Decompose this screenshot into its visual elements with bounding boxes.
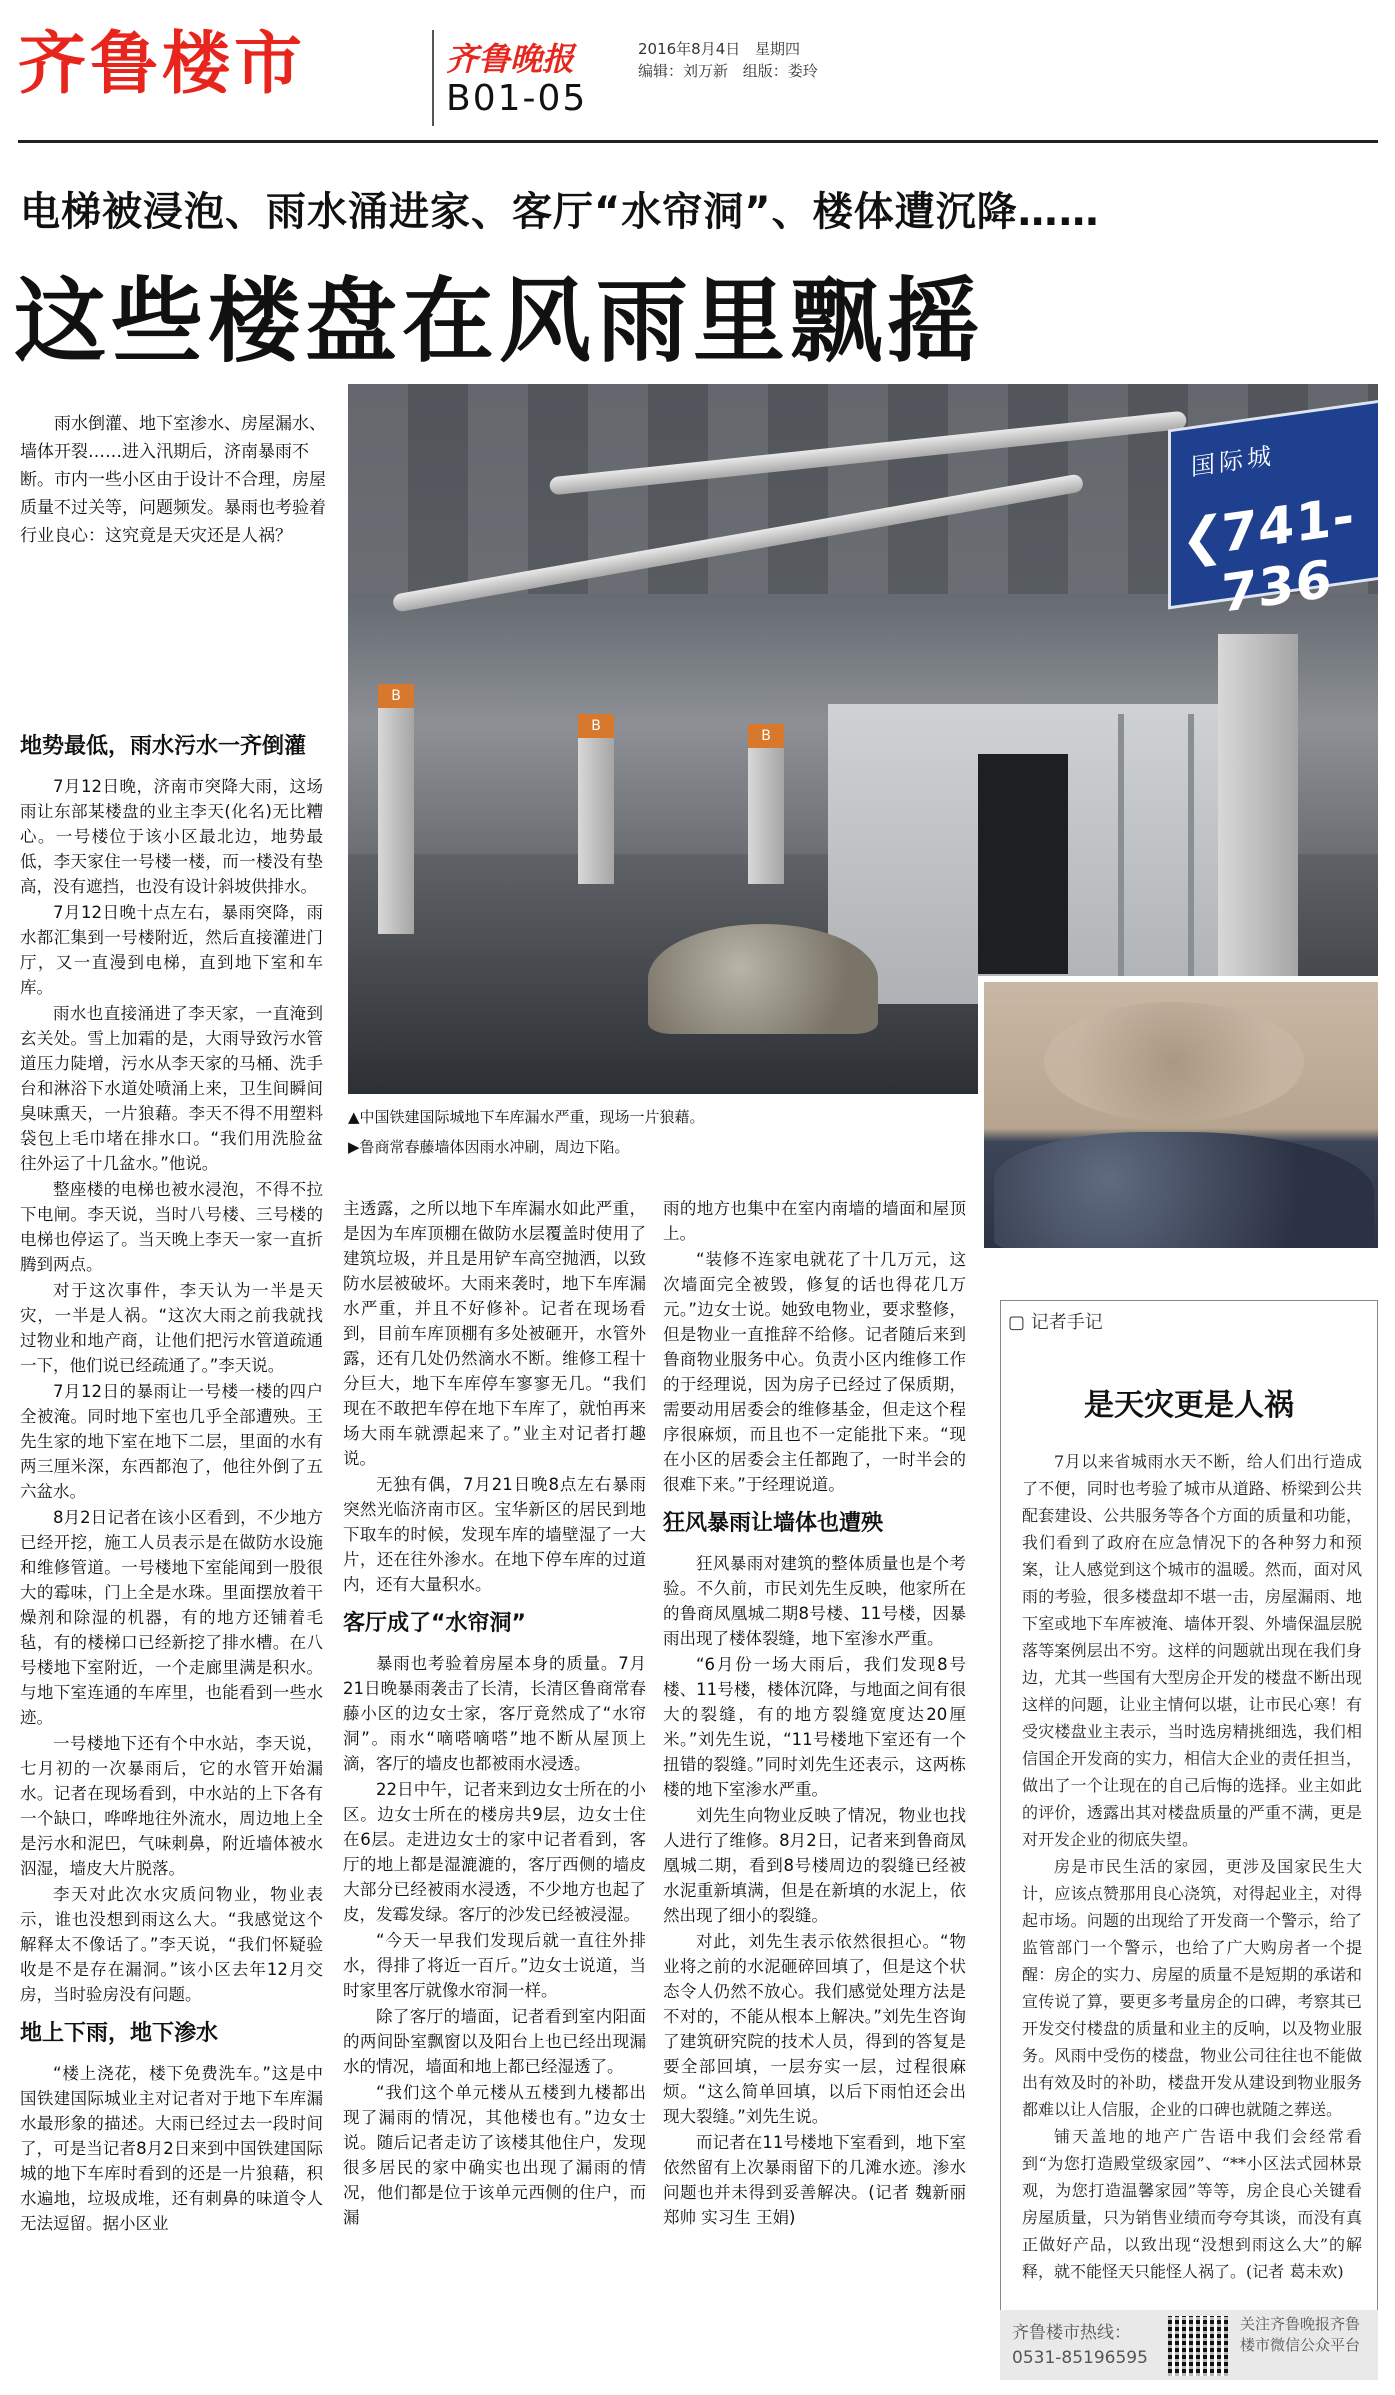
pillar-marker: B (378, 684, 414, 708)
issue-weekday: 星期四 (755, 40, 801, 58)
masthead (18, 20, 1378, 130)
paragraph: 雨的地方也集中在室内南墙的墙面和屋顶上。 (663, 1199, 966, 1243)
wall-stain (1044, 1002, 1304, 1122)
paragraph: 而记者在11号楼地下室看到，地下室依然留有上次暴雨留下的几滩水迹。渗水问题也并未得到妥善解决。(记者 魏新丽 郑帅 实习生 王娟) (663, 2133, 966, 2227)
paragraph: 狂风暴雨对建筑的整体质量也是个考验。不久前，市民刘先生反映，他家所在的鲁商凤凰城二期8号楼、11号楼，因暴雨出现了楼体裂缝，地下室渗水严重。 (663, 1554, 966, 1648)
paragraph: 7月12日晚，济南市突降大雨，这场雨让东部某楼盘的业主李天(化名)无比糟心。一号楼位于该小区最北边，地势最低，李天家住一号楼一楼，而一楼没有垫高，没有遮挡，也没有设计斜坡供排水。 (20, 777, 323, 896)
sign-number: 741-736 (1221, 486, 1356, 626)
article-column-2 (343, 1196, 646, 2231)
paragraph: 7月12日晚十点左右，暴雨突降，雨水都汇集到一号楼附近，然后直接灌进门厅，又一直漫到电梯，直到地下室和车库。 (20, 903, 323, 997)
pillar-marker: B (578, 714, 614, 738)
section-heading: 地势最低，雨水污水一齐倒灌 (20, 734, 307, 759)
section-title: 齐鲁楼市 (18, 25, 307, 104)
paragraph: “装修不连家电就花了十几万元，这次墙面完全被毁，修复的话也得花几万元。”边女士说。她致电物业，要求整修，但是物业一直推辞不给修。记者随后来到鲁商物业服务中心。负责小区内维修工作的于经理说，因为房子已经过了保质期，需要动用居委会的维修基金，但走这个程序很麻烦，而且也不一定能批下来。“现在小区的居委会主任都跑了，一时半会的很难下来。”于经理说道。 (663, 1250, 966, 1494)
hotline-number: 0531-85196595 (1012, 2348, 1148, 2368)
scaffold (1188, 714, 1194, 984)
paragraph: “今天一早我们发现后就一直往外排水，得排了将近一百斤。”边女士说道，当时家里客厅就像水帘洞一样。 (343, 1931, 646, 2000)
paragraph: 整座楼的电梯也被水浸泡，不得不拉下电闸。李天说，当时八号楼、三号楼的电梯也停运了。当天晚上李天一家一直折腾到两点。 (20, 1180, 323, 1274)
masthead-rule (18, 140, 1378, 143)
hotline-label: 齐鲁楼市热线： (1012, 2323, 1131, 2343)
paragraph: “我们这个单元楼从五楼到九楼都出现了漏雨的情况，其他楼也有。”边女士说。随后记者走访了该楼其他住户，发现很多居民的家中确实也出现了漏雨的情况，他们都是位于该单元西侧的住户，而漏 (343, 2083, 646, 2227)
caption-garage: ▲中国铁建国际城地下车库漏水严重，现场一片狼藉。 (348, 1108, 705, 1126)
rubble-pile (648, 924, 878, 1034)
paragraph: 对此，刘先生表示依然很担心。“物业将之前的水泥砸碎回填了，但是这个状态令人仍然不放心。我们感觉处理方法是不对的，不能从根本上解决。”刘先生咨询了建筑研究院的技术人员，得到的答复是要全部回填，一层夯实一层，过程很麻烦。“这么简单回填，以后下雨怕还会出现大裂缝。”刘先生说。 (663, 1932, 966, 2126)
paragraph: 对于这次事件，李天认为一半是天灾，一半是人祸。“这次大雨之前我就找过物业和地产商，让他们把污水管道疏通一下，他们说已经疏通了。”李天说。 (20, 1281, 323, 1375)
sign-location-text: 国际城 (1191, 441, 1275, 482)
paragraph: 房是市民生活的家园，更涉及国家民生大计，应该点赞那用良心浇筑，对得起业主，对得起市场。问题的出现给了开发商一个警示，给了监管部门一个警示，也给了广大购房者一个提醒：房企的实力、房屋的质量不是短期的承诺和宣传说了算，要更多考量房企的口碑，考察其已开发交付楼盘的质量和业主的反响，以及物业服务。风雨中受伤的楼盘，物业公司往往也不能做出有效及时的补助，楼盘开发从建设到物业服务都难以让人信服，企业的口碑也就随之葬送。 (1022, 1857, 1362, 2119)
reporter-notes-label: ▢ 记者手记 (1008, 1312, 1103, 1333)
paragraph: 22日中午，记者来到边女士所在的小区。边女士所在的楼房共9层，边女士住在6层。走进边女士的家中记者看到，客厅的地上都是湿漉漉的，客厅西侧的墙皮大部分已经被雨水浸透，不少地方也起了皮，发霉发绿。客厅的沙发已经被浸湿。 (343, 1780, 646, 1924)
pillar (378, 684, 414, 934)
wechat-qr-code[interactable] (1168, 2316, 1228, 2376)
issue-date: 2016年8月4日 (638, 40, 741, 58)
paragraph: “6月份一场大雨后，我们发现8号楼、11号楼，楼体沉降，与地面之间有很大的裂缝，有的地方裂缝宽度达20厘米。”刘先生说，“11号楼地下室还有一个扭错的裂缝。”同时刘先生还表示，这两栋楼的地下室渗水严重。 (663, 1655, 966, 1799)
pillar-marker: B (748, 724, 784, 748)
reporter-notes-body (1022, 1448, 1362, 2285)
paper-logo: 齐鲁晚报 (446, 40, 575, 78)
hotline-footer (1000, 2310, 1378, 2380)
article-lede: 雨水倒灌、地下室渗水、房屋漏水、墙体开裂……进入汛期后，济南暴雨不断。市内一些小区由于设计不合理，房屋质量不过关等，问题频发。暴雨也考验着行业良心：这究竟是天灾还是人祸？ (20, 414, 326, 546)
paragraph: 无独有偶，7月21日晚8点左右暴雨突然光临济南市区。宝华新区的居民到地下取车的时候，发现车库的墙壁湿了一大片，还在往外渗水。在地下停车库的过道内，还有大量积水。 (343, 1475, 646, 1594)
wall-damage-photo (978, 976, 1378, 1248)
article-column-3 (663, 1196, 966, 2231)
article-subhead: 电梯被浸泡、雨水涌进家、客厅“水帘洞”、楼体遭沉降…… (20, 189, 1100, 235)
layout-credit: 组版：娄玲 (742, 62, 818, 80)
masthead-divider (432, 30, 434, 126)
article-column-1 (20, 720, 323, 2237)
paragraph: “楼上浇花，楼下免费洗车。”这是中国铁建国际城业主对记者对于地下车库漏水最形象的描述。大雨已经过去一段时间了，可是当记者8月2日来到中国铁建国际城的地下车库时看到的还是一片狼藉，积水遍地，垃圾成堆，还有刺鼻的味道令人无法逗留。据小区业 (20, 2064, 323, 2233)
article-headline: 这些楼盘在风雨里飘摇 (14, 268, 985, 375)
garage-direction-sign (1168, 399, 1378, 626)
notes-marker-icon: ▢ (1008, 1312, 1026, 1333)
pillar (748, 724, 784, 884)
qr-note: 关注齐鲁晚报齐鲁楼市微信公众平台 (1240, 2315, 1361, 2354)
paragraph: 铺天盖地的地产广告语中我们会经常看到“为您打造殿堂级家园”、“**小区法式园林景观，为您打造温馨家园”等等，房企良心关键看房屋质量，只为销售业绩而夸夸其谈，而没有真正做好产品，以致出现“没想到雨这么大”的解释，就不能怪天只能怪人祸了。(记者 葛未欢) (1022, 2127, 1362, 2281)
editor-credit: 编辑：刘万新 (638, 62, 729, 80)
caption-wall: ▶鲁商常春藤墙体因雨水冲刷，周边下陷。 (348, 1138, 630, 1156)
paragraph: 主透露，之所以地下车库漏水如此严重，是因为车库顶棚在做防水层覆盖时使用了建筑垃圾，并且是用铲车高空抛洒，以致防水层被破坏。大雨来袭时，地下车库漏水严重，并且不好修补。记者在现场看到，目前车库顶棚有多处被砸开，水管外露，还有几处仍然滴水不断。维修工程十分巨大，地下车库停车寥寥无几。“我们现在不敢把车停在地下车库了，就怕再来场大雨车就漂起来了。”业主对记者打趣说。 (343, 1199, 646, 1468)
open-door (978, 754, 1068, 974)
photo-captions (348, 1102, 968, 1162)
pillar (578, 714, 614, 884)
paragraph: 李天对此次水灾质问物业，物业表示，谁也没想到雨这么大。“我感觉这个解释太不像话了。”李天说，“我们怀疑验收是不是存在漏洞。”该小区去年12月交房，当时验房没有问题。 (20, 1885, 323, 2004)
paragraph: 暴雨也考验着房屋本身的质量。7月21日晚暴雨袭击了长清，长清区鲁商常春藤小区的边女士家，客厅竟然成了“水帘洞”。雨水“嘀嗒嘀嗒”地不断从屋顶上滴，客厅的墙皮也都被雨水浸透。 (343, 1654, 646, 1773)
paragraph: 刘先生向物业反映了情况，物业也找人进行了维修。8月2日，记者来到鲁商凤凰城二期，看到8号楼周边的裂缝已经被水泥重新填满，但是在新填的水泥上，依然出现了细小的裂缝。 (663, 1806, 966, 1925)
paragraph: 8月2日记者在该小区看到，不少地方已经开挖，施工人员表示是在做防水设施和维修管道。一号楼地下室能闻到一股很大的霉味，门上全是水珠。里面摆放着干燥剂和除湿的机器，有的地方还铺着毛毡，有的楼梯口已经新挖了排水槽。在八号楼地下室附近，一个走廊里满是积水。与地下室连通的车库里，也能看到一些水迹。 (20, 1508, 323, 1727)
wet-blanket (994, 1132, 1374, 1248)
paragraph: 一号楼地下还有个中水站，李天说，七月初的一次暴雨后，它的水管开始漏水。记者在现场看到，中水站的上下各有一个缺口，哗哗地往外流水，周边地上全是污水和泥巴，气味刺鼻，附近墙体被水泅湿，墙皮大片脱落。 (20, 1734, 323, 1878)
left-arrow-icon: ❮ (1181, 504, 1225, 571)
reporter-notes-title: 是天灾更是人祸 (1084, 1388, 1294, 1423)
section-heading: 客厅成了“水帘洞” (343, 1611, 526, 1636)
paragraph: 除了客厅的墙面，记者看到室内阳面的两间卧室飘窗以及阳台上也已经出现漏水的情况，墙面和地上都已经湿透了。 (343, 2007, 646, 2076)
section-heading: 地上下雨，地下渗水 (20, 2021, 219, 2046)
section-heading: 狂风暴雨让墙体也遭殃 (663, 1511, 884, 1536)
paragraph: 雨水也直接涌进了李天家，一直淹到玄关处。雪上加霜的是，大雨导致污水管道压力陡增，污水从李天家的马桶、洗手台和淋浴下水道处喷涌上来，卫生间瞬间臭味熏天，一片狼藉。李天不得不用塑料袋包上毛巾堵在排水口。“我们用洗脸盆往外运了十几盆水。”他说。 (20, 1004, 323, 1173)
page-number: B01-05 (446, 78, 588, 119)
issue-meta (638, 38, 828, 82)
paragraph: 7月12日的暴雨让一号楼一楼的四户全被淹。同时地下室也几乎全部遭殃。王先生家的地下室在地下二层，里面的水有两三厘米深，东西都泡了，他往外倒了五六盆水。 (20, 1382, 323, 1501)
scaffold (1118, 714, 1124, 984)
paragraph: 7月以来省城雨水天不断，给人们出行造成了不便，同时也考验了城市从道路、桥梁到公共配套建设、公共服务等各个方面的质量和功能，我们看到了政府在应急情况下的各种努力和预案，让人感觉到这个城市的温暖。然而，面对风雨的考验，很多楼盘却不堪一击，房屋漏雨、地下室或地下车库被淹、墙体开裂、外墙保温层脱落等案例层出不穷。这样的问题就出现在我们身边，尤其一些国有大型房企开发的楼盘不断出现这样的问题，让业主情何以堪，让市民心寒！有受灾楼盘业主表示，当时选房精挑细选，我们相信国企开发商的实力，相信大企业的责任担当，做出了一个让现在的自己后悔的选择。业主如此的评价，透露出其对楼盘质量的严重不满，更是对开发企业的彻底失望。 (1022, 1452, 1362, 1849)
